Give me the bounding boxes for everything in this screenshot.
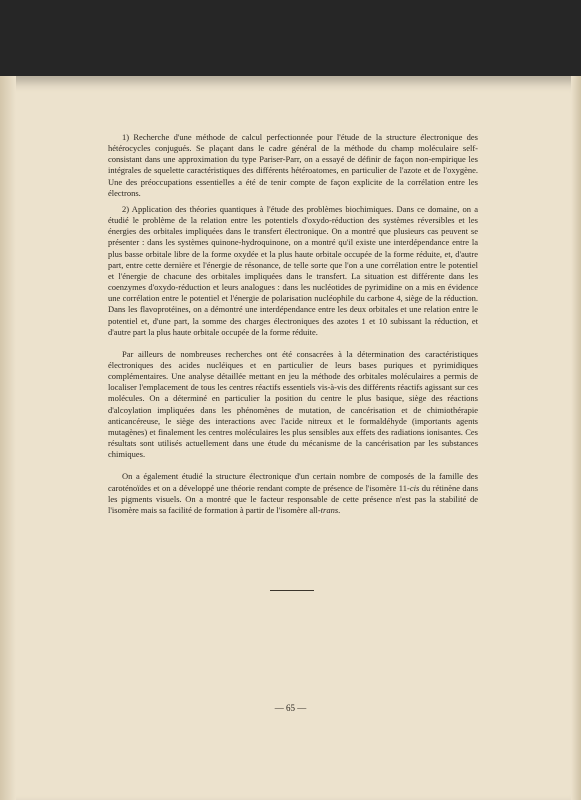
trans-term: trans	[320, 504, 339, 515]
paper-left-edge	[0, 76, 16, 800]
cis-term: cis	[409, 482, 420, 493]
paragraph-1: 1) Recherche d'une méthode de calcul perfectionnée pour l'étude de la structure électronique des hétérocycles conjugués. Se plaçant dans le cadre général de la méthode du champ moléculaire self-consistant dans une approximation du type Pariser-Parr, on a essayé de définir de façon non-empirique les intégrales de squelette caractéristiques des différents hétéroatomes, en particulier de l'azote et de l'oxygène. Une des préoccupations essentielles a été de tenir compte de façon explicite de la corrélation entre les électrons.	[108, 132, 478, 198]
paragraph-4	[108, 471, 478, 516]
paragraph-2: 2) Application des théories quantiques à l'étude des problèmes biochimiques. Dans ce domaine, on a étudié le problème de la relation entre les potentiels d'oxydo-réduction des systèmes réversibles et les énergies des orbitales impliquées dans le transfert électronique. On a montré que plusieurs cas peuvent se présenter : dans les systèmes quinone-hydroquinone, on a montré qu'il existe une interdépendance entre la plus basse orbitale libre de la forme oxydée et la plus haute orbitale occupée de la forme réduite, et, d'autre part, entre cette dernière et l'énergie de résonance, de telle sorte que l'on a une corrélation entre le potentiel et l'énergie de chacune des orbitales impliquées dans le transfert. La situation est différente dans les coenzymes d'oxydo-réduction et leurs analogues : dans les nucléotides de pyrimidine on a mis en évidence une corrélation entre le potentiel et l'énergie de polarisation nucléophile du carbone 4, siège de la réduction. Dans les flavoprotéines, on a démontré une interdépendance entre les deux orbitales et une relation entre le potentiel et, d'une part, la somme des charges électroniques des azotes 1 et 10 subissant la réduction, et d'autre part la plus haute orbitale occupée de la forme réduite.	[108, 203, 478, 337]
scanner-background	[0, 0, 581, 78]
paper-right-edge	[571, 76, 581, 800]
page-number: — 65 —	[274, 703, 307, 713]
paragraph-4-part-2: du rétinène dans les pigments visuels. On a montré que le facteur responsable de cette présence n'est pas la stabilité de l'isomère mais sa facilité de formation à partir de l'isomère all-	[108, 482, 478, 515]
paragraph-4-end: .	[338, 504, 341, 515]
paragraph-3: Par ailleurs de nombreuses recherches ont été consacrées à la détermination des caractéristiques électroniques des acides nucléiques et en particulier de leurs bases puriques et pyrimidiques complémentaires. Une analyse détaillée mettant en jeu la méthode des orbitales moléculaires a permis de localiser l'emplacement de tous les centres réactifs essentiels vis-à-vis des différents réactifs agissant sur ces molécules. On a déterminé en particulier la position du centre le plus basique, siège des réactions d'alcoylation impliquées dans les phénomènes de mutation, de cancérisation et de chimiothérapie anticancéreuse, le siège des interactions avec l'acide nitreux et le formaldéhyde (importants agents mutagènes) et finalement les centres moléculaires les plus sensibles aux effets des radiations ionisantes. Ces résultats sont utilisés actuellement dans une étude du mécanisme de la cancérisation par les substances chimiques.	[108, 348, 478, 460]
section-rule	[270, 590, 314, 591]
paragraph-4-part-1: On a également étudié la structure électronique d'un certain nombre de composés de la famille des caroténoïdes et on a développé une théorie rendant compte de présence de l'isomère 11-	[108, 471, 478, 493]
body-text	[108, 132, 478, 516]
